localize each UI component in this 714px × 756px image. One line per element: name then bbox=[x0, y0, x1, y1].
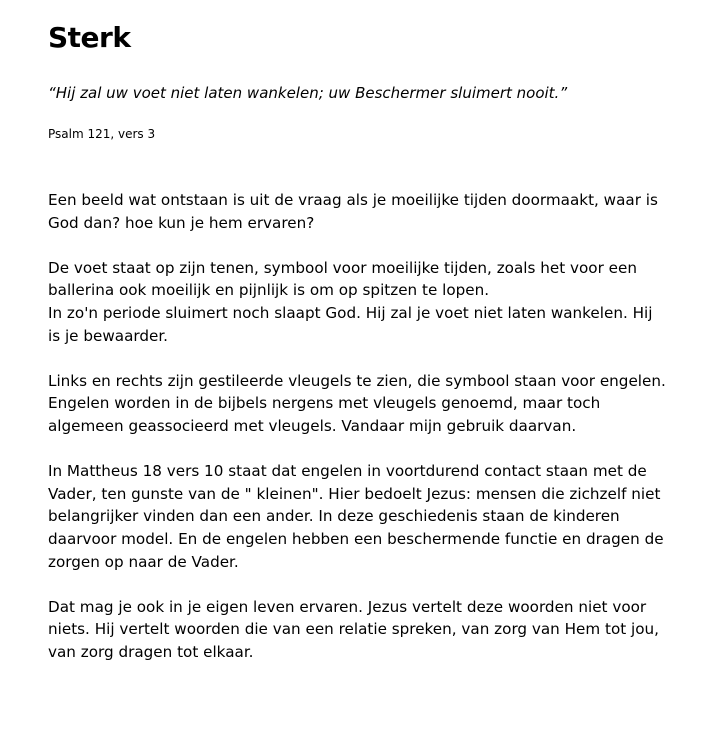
paragraph bbox=[48, 596, 678, 664]
paragraph-line: niets. Hij vertelt woorden die van een relatie spreken, van zorg van Hem tot jou, bbox=[48, 620, 660, 639]
page-title: Sterk bbox=[48, 21, 131, 54]
paragraph-line: is je bewaarder. bbox=[48, 326, 169, 345]
paragraph bbox=[48, 370, 678, 438]
paragraph-line: De voet staat op zijn tenen, symbool voor moeilijke tijden, zoals het voor een bbox=[48, 258, 637, 277]
paragraph-line: algemeen geassocieerd met vleugels. Vandaar mijn gebruik daarvan. bbox=[48, 416, 577, 435]
paragraph-line: Een beeld wat ontstaan is uit de vraag als je moeilijke tijden doormaakt, waar is bbox=[48, 191, 658, 209]
body-text bbox=[48, 189, 678, 686]
paragraph-line: daarvoor model. En de engelen hebben een beschermende functie en dragen de bbox=[48, 529, 664, 548]
paragraph-line: ballerina ook moeilijk en pijnlijk is om op spitzen te lopen. bbox=[48, 281, 490, 300]
bible-quote: “Hij zal uw voet niet laten wankelen; uw Beschermer sluimert nooit.” bbox=[48, 84, 568, 102]
paragraph-line: In Mattheus 18 vers 10 staat dat engelen in voortdurend contact staan met de bbox=[48, 462, 647, 481]
paragraph bbox=[48, 460, 678, 573]
paragraph-line: Links en rechts zijn gestileerde vleugels te zien, die symbool staan voor engelen. bbox=[48, 371, 666, 390]
paragraph bbox=[48, 257, 678, 347]
quote-source: Psalm 121, vers 3 bbox=[48, 127, 156, 141]
paragraph-line: zorgen op naar de Vader. bbox=[48, 552, 239, 571]
paragraph-line: In zo'n periode sluimert noch slaapt God. Hij zal je voet niet laten wankelen. Hij bbox=[48, 303, 653, 322]
paragraph-line: Vader, ten gunste van de " kleinen". Hier bedoelt Jezus: mensen die zichzelf niet bbox=[48, 484, 661, 503]
paragraph-line: belangrijker vinden dan een ander. In deze geschiedenis staan de kinderen bbox=[48, 507, 620, 526]
paragraph-line: Engelen worden in de bijbels nergens met vleugels genoemd, maar toch bbox=[48, 394, 601, 413]
paragraph-line: Dat mag je ook in je eigen leven ervaren. Jezus vertelt deze woorden niet voor bbox=[48, 597, 647, 616]
paragraph bbox=[48, 189, 678, 234]
paragraph-line: God dan? hoe kun je hem ervaren? bbox=[48, 213, 315, 232]
paragraph-line: van zorg dragen tot elkaar. bbox=[48, 642, 254, 661]
